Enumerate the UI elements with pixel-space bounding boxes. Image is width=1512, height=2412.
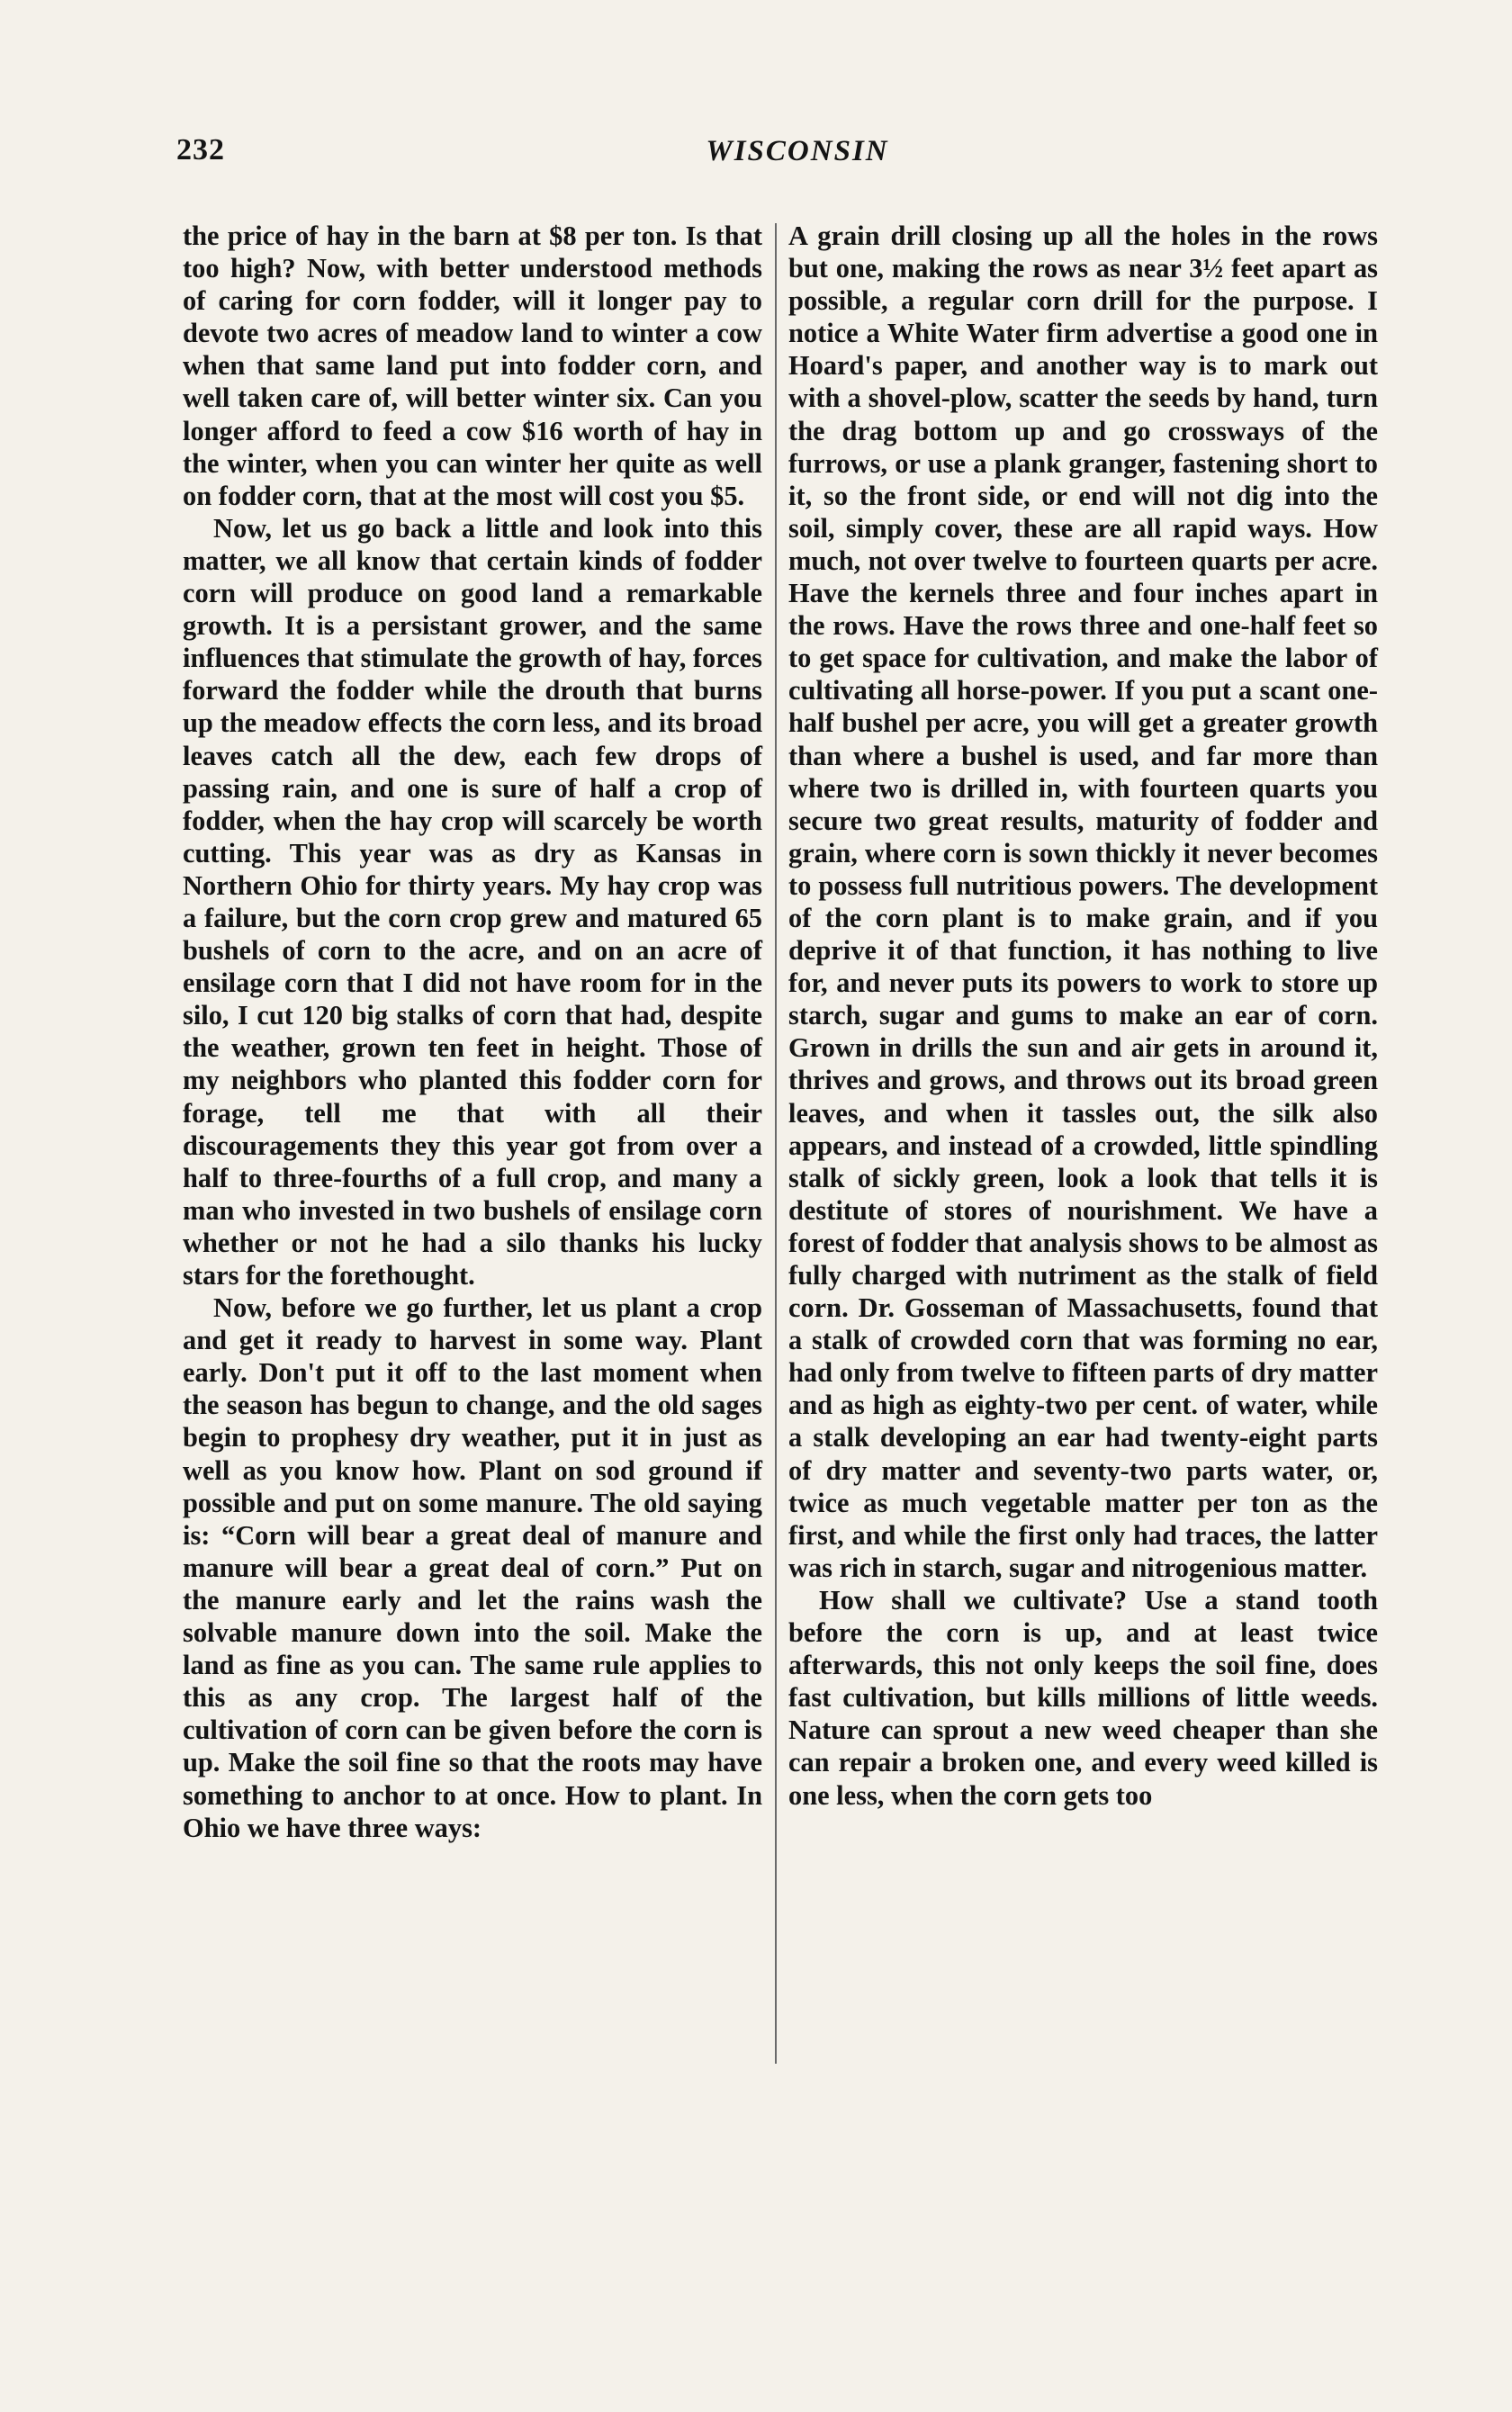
paragraph: How shall we cultivate? Use a stand tooth before the corn is up, and at least twice afterwards, this not only keeps the soil fine, does fast cultivation, but kills millions of little weeds. Nature can sprout a new weed cheaper than she can repair a broken one, and every weed killed is one less, when the corn gets too xyxy=(788,1584,1378,1811)
column-divider xyxy=(775,223,777,2064)
running-title: WISCONSIN xyxy=(706,135,889,167)
paragraph: A grain drill closing up all the holes in the rows but one, making the rows as near 3½ feet apart as possible, a regular corn drill for the purpose. I notice a White Water firm advertise a good one in Hoard's paper, and another way is to mark out with a shovel-plow, scatter the seeds by hand, turn the drag bottom up and go crossways of the furrows, or use a plank granger, fastening short to it, so the front side, or end will not dig into the soil, simply cover, these are all rapid ways. How much, not over twelve to fourteen quarts per acre. Have the kernels three and four inches apart in the rows. Have the rows three and one-half feet so to get space for cultivation, and make the labor of cultivating all horse-power. If you put a scant one-half bushel per acre, you will get a greater growth than where a bushel is used, and far more than where two is drilled in, with fourteen quarts you secure two great results, maturity of fodder and grain, where corn is sown thickly it never becomes to possess full nutritious powers. The development of the corn plant is to make grain, and if you deprive it of that function, it has nothing to live for, and never puts its powers to work to store up starch, sugar and gums to make an ear of corn. Grown in drills the sun and air gets in around it, thrives and grows, and throws out its broad green leaves, and when it tassles out, the silk also appears, and instead of a crowded, little spindling stalk of sickly green, look a look that tells it is destitute of stores of nourishment. We have a forest of fodder that analysis shows to be almost as fully charged with nutriment as the stalk of field corn. Dr. Gosseman of Massachusetts, found that a stalk of crowded corn that was forming no ear, had only from twelve to fifteen parts of dry matter and as high as eighty-two per cent. of water, while a stalk developing an ear had twenty-eight parts of dry matter and seventy-two parts water, or, twice as much vegetable matter per ton as the first, and while the first only had traces, the latter was rich in starch, sugar and nitrogenious matter. xyxy=(788,220,1378,1583)
paragraph: Now, let us go back a little and look into this matter, we all know that certain kinds of fodder corn will produce on good land a remarkable growth. It is a persistant grower, and the same influences that stimulate the growth of hay, forces forward the fodder while the drouth that burns up the meadow effects the corn less, and its broad leaves catch all the dew, each few drops of passing rain, and one is sure of half a crop of fodder, when the hay crop will scarcely be worth cutting. This year was as dry as Kansas in Northern Ohio for thirty years. My hay crop was a failure, but the corn crop grew and matured 65 bushels of corn to the acre, and on an acre of ensilage corn that I did not have room for in the silo, I cut 120 big stalks of corn that had, despite the weather, grown ten feet in height. Those of my neighbors who planted this fodder corn for forage, tell me that with all their discouragements they this year got from over a half to three-fourths of a full crop, and many a man who invested in two bushels of ensilage corn whether or not he had a silo thanks his lucky stars for the forethought. xyxy=(183,512,762,1291)
right-column xyxy=(788,220,1378,1812)
paragraph: the price of hay in the barn at $8 per ton. Is that too high? Now, with better understood methods of caring for corn fodder, will it longer pay to devote two acres of meadow land to winter a cow when that same land put into fodder corn, and well taken care of, will better winter six. Can you longer afford to feed a cow $16 worth of hay in the winter, when you can winter her quite as well on fodder corn, that at the most will cost you $5. xyxy=(183,220,762,511)
running-head xyxy=(176,133,1418,180)
paragraph: Now, before we go further, let us plant a crop and get it ready to harvest in some way. Plant early. Don't put it off to the last moment when the season has begun to change, and the old sages begin to prophesy dry weather, put it in just as well as you know how. Plant on sod ground if possible and put on some manure. The old saying is: “Corn will bear a great deal of manure and manure will bear a great deal of corn.” Put on the manure early and let the rains wash the solvable manure down into the soil. Make the land as fine as you can. The same rule applies to this as any crop. The largest half of the cultivation of corn can be given before the corn is up. Make the soil fine so that the roots may have something to anchor to at once. How to plant. In Ohio we have three ways: xyxy=(183,1292,762,1843)
page-number: 232 xyxy=(176,133,225,166)
left-column xyxy=(183,220,762,1844)
